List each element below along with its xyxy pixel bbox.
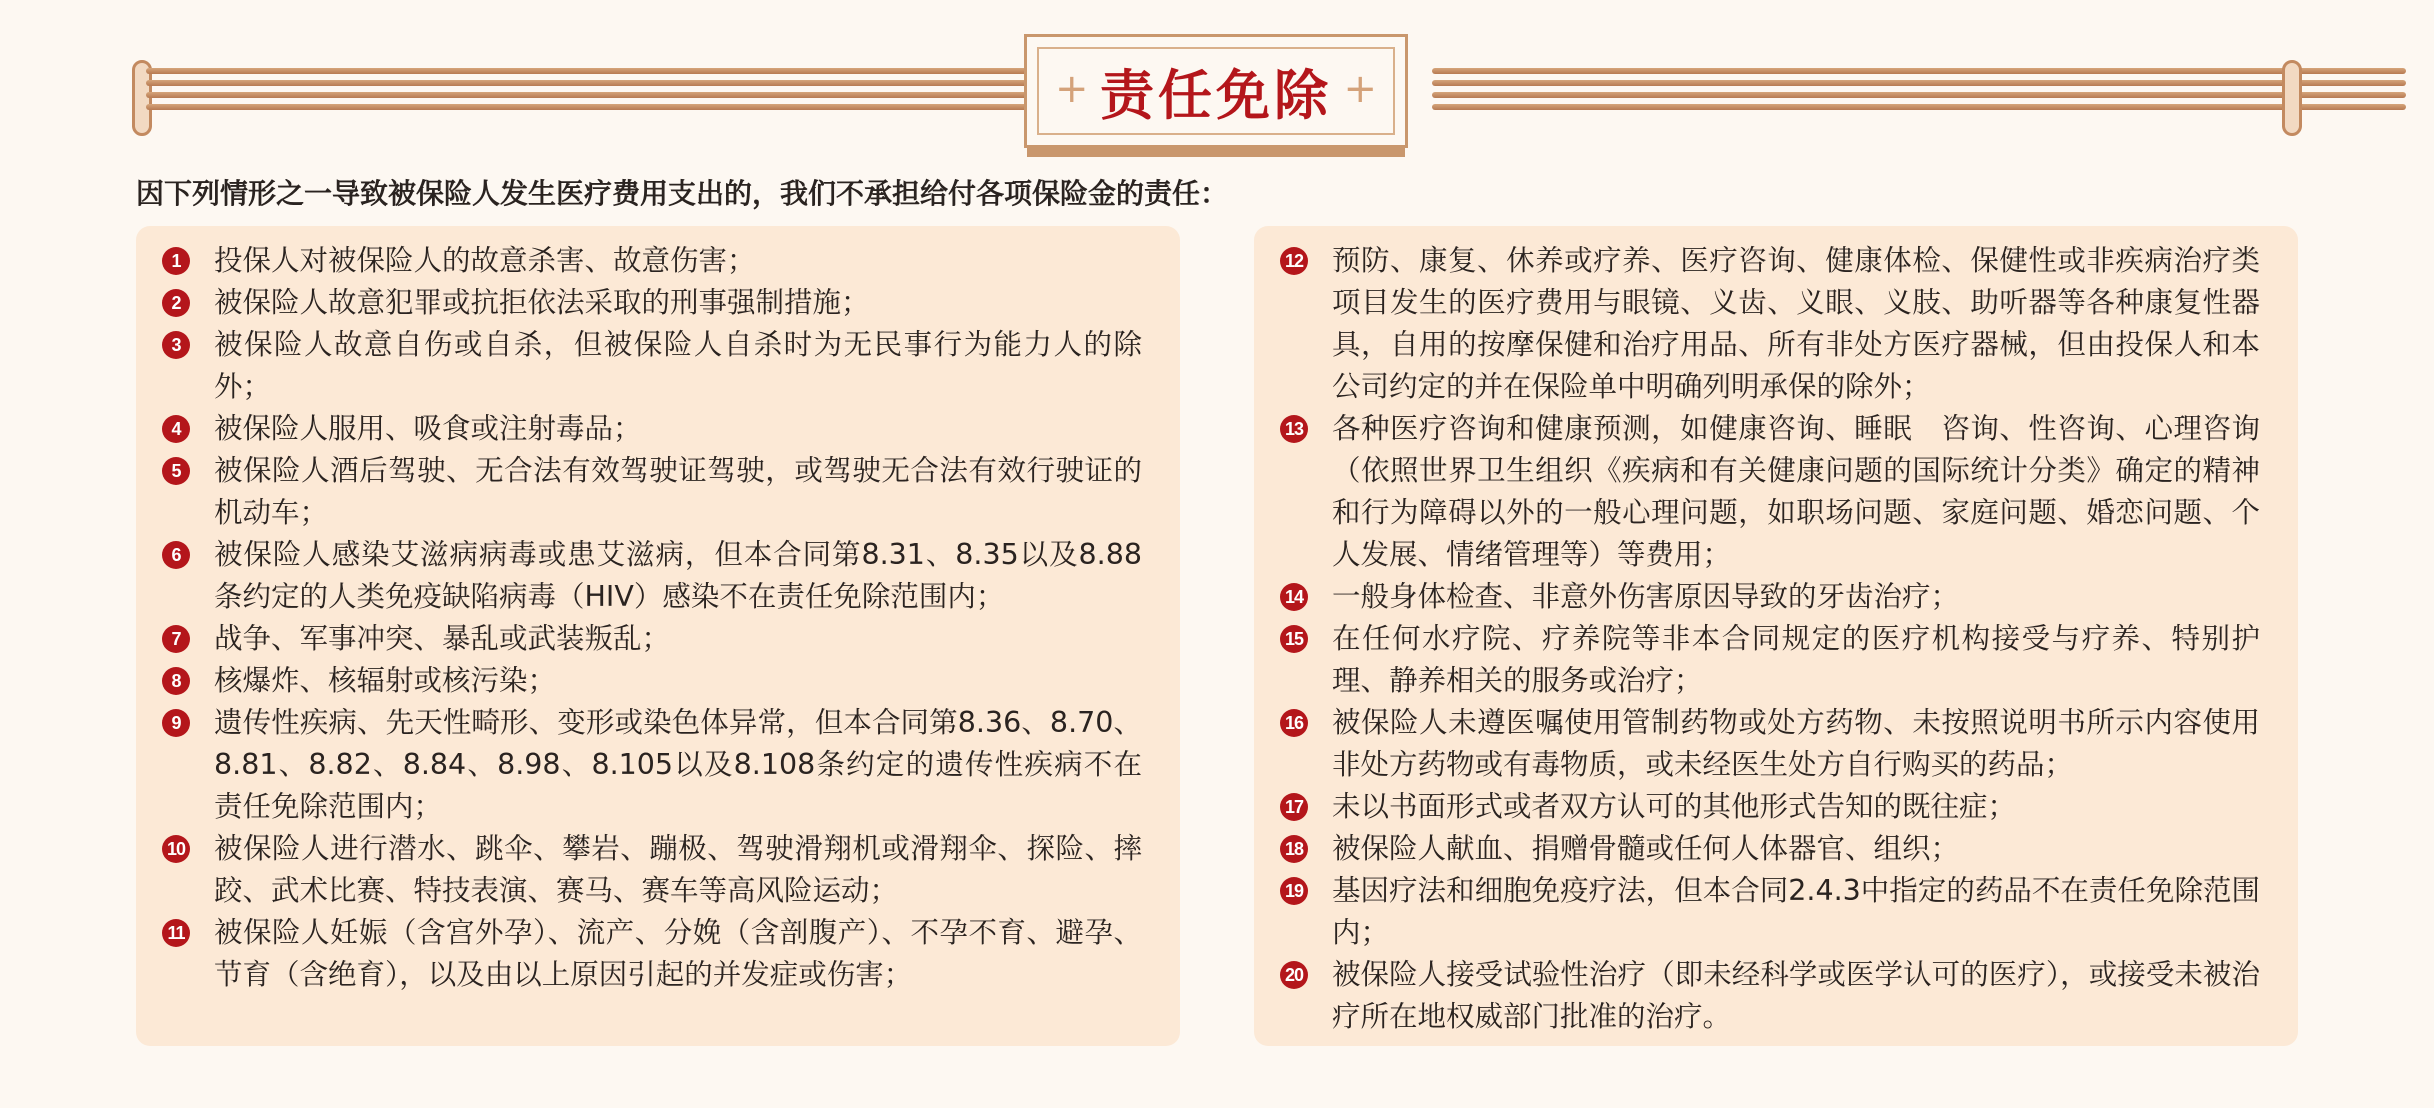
item-number-badge: 14 — [1280, 583, 1308, 611]
item-number-badge: 2 — [162, 289, 190, 317]
exclusion-item — [1280, 618, 2260, 702]
exclusion-text: 被保险人妊娠（含宫外孕）、流产、分娩（含剖腹产）、不孕不育、避孕、节育（含绝育），以及由以上原因引起的并发症或伤害； — [214, 916, 1142, 991]
exclusion-text: 各种医疗咨询和健康预测，如健康咨询、睡眠 咨询、性咨询、心理咨询（依照世界卫生组织《疾病和有关健康问题的国际统计分类》确定的精神和行为障碍以外的一般心理问题，如职场问题、家庭问题、婚恋问题、个人发展、情绪管理等）等费用； — [1332, 412, 2260, 571]
plus-ornament-icon: + — [1343, 66, 1377, 112]
item-number-badge: 17 — [1280, 793, 1308, 821]
exclusion-item — [162, 828, 1142, 912]
exclusion-text: 被保险人酒后驾驶、无合法有效驾驶证驾驶，或驾驶无合法有效行驶证的机动车； — [214, 454, 1142, 529]
decorative-stripes-left — [146, 68, 1134, 128]
exclusions-panel-right — [1254, 226, 2298, 1046]
exclusion-text: 投保人对被保险人的故意杀害、故意伤害； — [214, 244, 756, 277]
exclusion-item — [1280, 954, 2260, 1038]
exclusion-item — [1280, 828, 2260, 870]
exclusions-panel-left — [136, 226, 1180, 1046]
item-number-badge: 1 — [162, 247, 190, 275]
exclusion-item — [162, 702, 1142, 828]
exclusion-item — [162, 408, 1142, 450]
exclusion-item — [1280, 702, 2260, 786]
exclusion-text: 遗传性疾病、先天性畸形、变形或染色体异常，但本合同第8.36、8.70、8.81、8.82、8.84、8.98、8.105以及8.108条约定的遗传性疾病不在责任免除范围内； — [214, 706, 1142, 823]
exclusion-item — [162, 912, 1142, 996]
exclusion-text: 被保险人故意自伤或自杀，但被保险人自杀时为无民事行为能力人的除外； — [214, 328, 1142, 403]
item-number-badge: 9 — [162, 709, 190, 737]
exclusion-item — [1280, 786, 2260, 828]
exclusion-text: 被保险人感染艾滋病病毒或患艾滋病，但本合同第8.31、8.35以及8.88条约定的人类免疫缺陷病毒（HIV）感染不在责任免除范围内； — [214, 538, 1142, 613]
item-number-badge: 8 — [162, 667, 190, 695]
exclusion-item — [1280, 408, 2260, 576]
item-number-badge: 7 — [162, 625, 190, 653]
exclusion-item — [162, 618, 1142, 660]
exclusion-item — [162, 240, 1142, 282]
exclusion-item — [162, 282, 1142, 324]
exclusion-text: 被保险人故意犯罪或抗拒依法采取的刑事强制措施； — [214, 286, 870, 319]
decorative-stripes-right — [1432, 68, 2406, 128]
item-number-badge: 12 — [1280, 247, 1308, 275]
exclusion-item — [1280, 240, 2260, 408]
item-number-badge: 11 — [162, 919, 190, 947]
item-number-badge: 13 — [1280, 415, 1308, 443]
exclusion-text: 未以书面形式或者双方认可的其他形式告知的既往症； — [1332, 790, 2017, 823]
item-number-badge: 4 — [162, 415, 190, 443]
item-number-badge: 3 — [162, 331, 190, 359]
item-number-badge: 15 — [1280, 625, 1308, 653]
item-number-badge: 6 — [162, 541, 190, 569]
plus-ornament-icon: + — [1055, 66, 1089, 112]
exclusion-item — [162, 534, 1142, 618]
item-number-badge: 19 — [1280, 877, 1308, 905]
exclusion-text: 战争、军事冲突、暴乱或武装叛乱； — [214, 622, 671, 655]
item-number-badge: 18 — [1280, 835, 1308, 863]
exclusion-text: 核爆炸、核辐射或核污染； — [214, 664, 557, 697]
item-number-badge: 16 — [1280, 709, 1308, 737]
exclusion-text: 被保险人未遵医嘱使用管制药物或处方药物、未按照说明书所示内容使用非处方药物或有毒物质，或未经医生处方自行购买的药品； — [1332, 706, 2260, 781]
scroll-ornament-right — [2282, 60, 2302, 136]
exclusion-item — [162, 450, 1142, 534]
exclusion-text: 基因疗法和细胞免疫疗法，但本合同2.4.3中指定的药品不在责任免除范围内； — [1332, 874, 2260, 949]
item-number-badge: 20 — [1280, 961, 1308, 989]
exclusion-text: 预防、康复、休养或疗养、医疗咨询、健康体检、保健性或非疾病治疗类项目发生的医疗费用与眼镜、义齿、义眼、义肢、助听器等各种康复性器具，自用的按摩保健和治疗用品、所有非处方医疗器械，但由投保人和本公司约定的并在保险单中明确列明承保的除外； — [1332, 244, 2260, 403]
exclusion-text: 被保险人献血、捐赠骨髓或任何人体器官、组织； — [1332, 832, 1960, 865]
exclusion-text: 在任何水疗院、疗养院等非本合同规定的医疗机构接受与疗养、特别护理、静养相关的服务或治疗； — [1332, 622, 2260, 697]
header-banner — [130, 34, 2304, 154]
exclusion-text: 被保险人服用、吸食或注射毒品； — [214, 412, 642, 445]
item-number-badge: 5 — [162, 457, 190, 485]
exclusion-text: 被保险人进行潜水、跳伞、攀岩、蹦极、驾驶滑翔机或滑翔伞、探险、摔跤、武术比赛、特技表演、赛马、赛车等高风险运动； — [214, 832, 1142, 907]
exclusion-item — [162, 324, 1142, 408]
exclusion-text: 被保险人接受试验性治疗（即未经科学或医学认可的医疗），或接受未被治疗所在地权威部门批准的治疗。 — [1332, 958, 2260, 1033]
exclusion-item — [1280, 576, 2260, 618]
page-title: 责任免除 — [1100, 63, 1332, 127]
item-number-badge: 10 — [162, 835, 190, 863]
title-frame — [1024, 34, 1408, 148]
intro-text: 因下列情形之一导致被保险人发生医疗费用支出的，我们不承担给付各项保险金的责任： — [136, 177, 1229, 210]
exclusion-item — [162, 660, 1142, 702]
exclusion-text: 一般身体检查、非意外伤害原因导致的牙齿治疗； — [1332, 580, 1960, 613]
exclusion-item — [1280, 870, 2260, 954]
